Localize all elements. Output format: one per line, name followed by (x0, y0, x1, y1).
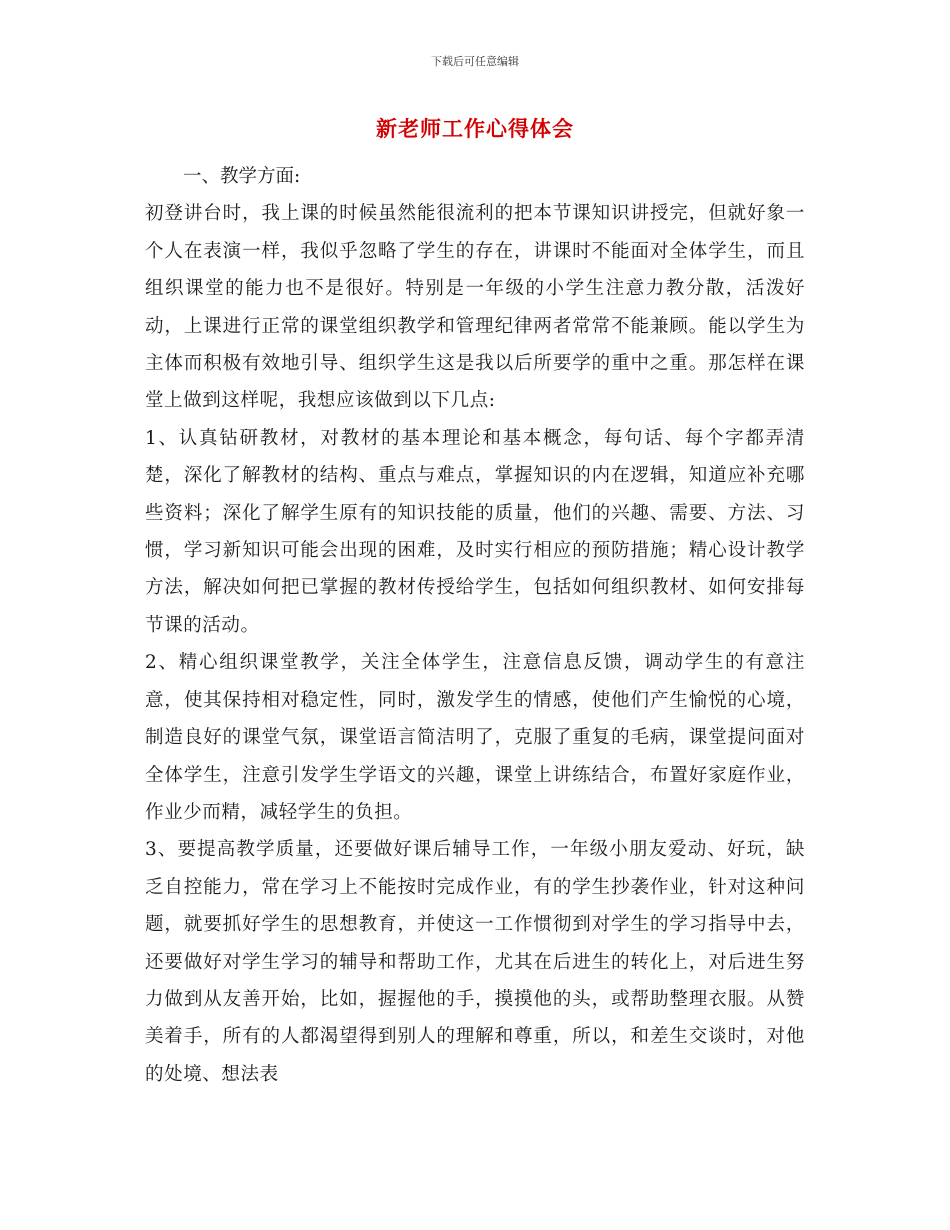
paragraph-intro: 初登讲台时，我上课的时候虽然能很流利的把本节课知识讲授完，但就好象一个人在表演一样，我似乎忽略了学生的存在，讲课时不能面对全体学生，而且组织课堂的能力也不是很好。特别是一年级的小学生注意力教分散，活泼好动，上课进行正常的课堂组织教学和管理纪律两者常常不能兼顾。能以学生为主体而积极有效地引导、组织学生这是我以后所要学的重中之重。那怎样在课堂上做到这样呢，我想应该做到以下几点: (145, 203, 805, 412)
header-note: 下载后可任意编辑 (431, 55, 519, 68)
paragraph-point-2: 2、精心组织课堂教学，关注全体学生，注意信息反馈，调动学生的有意注意，使其保持相对稳定性，同时，激发学生的情感，使他们产生愉悦的心境，制造良好的课堂气氛，课堂语言简洁明了，克服了重复的毛病，课堂提问面对全体学生，注意引发学生学语文的兴趣，课堂上讲练结合，布置好家庭作业，作业少而精，减轻学生的负担。 (145, 652, 805, 823)
paragraph-point-1: 1、认真钻研教材，对教材的基本理论和基本概念，每句话、每个字都弄清楚，深化了解教材的结构、重点与难点，掌握知识的内在逻辑，知道应补充哪些资料；深化了解学生原有的知识技能的质量，他们的兴趣、需要、方法、习惯，学习新知识可能会出现的困难，及时实行相应的预防措施；精心设计教学方法，解决如何把已掌握的教材传授给学生，包括如何组织教材、如何安排每节课的活动。 (145, 427, 805, 636)
document-body (145, 158, 805, 1093)
paragraph-point-3: 3、要提高教学质量，还要做好课后辅导工作，一年级小朋友爱动、好玩，缺乏自控能力，常在学习上不能按时完成作业，有的学生抄袭作业，针对这种问题，就要抓好学生的思想教育，并使这一工作惯彻到对学生的学习指导中去，还要做好对学生学习的辅导和帮助工作，尤其在后进生的转化上，对后进生努力做到从友善开始，比如，握握他的手，摸摸他的头，或帮助整理衣服。从赞美着手，所有的人都渴望得到别人的理解和尊重，所以，和差生交谈时，对他的处境、想法表 (145, 839, 805, 1085)
document-title: 新老师工作心得体会 (376, 117, 574, 141)
section-heading: 一、教学方面: (183, 166, 301, 187)
